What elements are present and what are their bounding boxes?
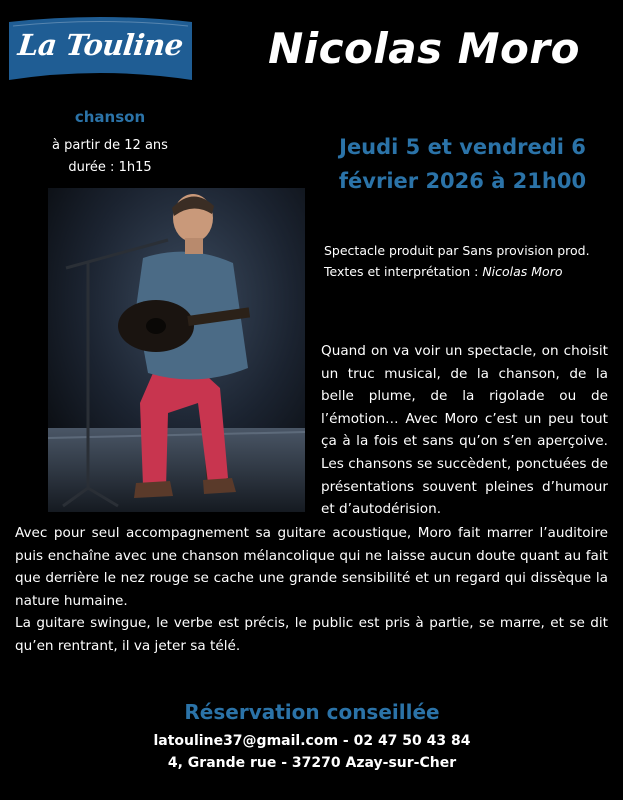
- reservation-heading: Réservation conseillée: [184, 700, 440, 724]
- duration-label: durée : 1h15: [68, 160, 152, 175]
- description-paragraph-2: Avec pour seul accompagnement sa guitare acoustique, Moro fait marrer l’auditoire puis enchaîne avec une chanson mélancolique qui ne laisse aucun doute quant au fait que derrière le nez rouge se cache une grande sensibilité et un regard qui dissèque la nature humaine.: [15, 525, 608, 609]
- description-block: [15, 522, 608, 658]
- texts-label: Textes et interprétation :: [324, 264, 483, 279]
- contact-info: latouline37@gmail.com - 02 47 50 43 84: [153, 733, 471, 749]
- description-paragraph-1: Quand on va voir un spectacle, on choisit un truc musical, de la chanson, de la belle plume, de la rigolade ou de l’émotion… Avec Moro c’est un peu tout ça à la fois et sans qu’on s’en aperçoive. Les chansons se succèdent, ponctuées de présentations souvent pleines d’humour et d’autodérision.: [321, 343, 608, 518]
- texts-credit: [324, 261, 590, 282]
- address: 4, Grande rue - 37270 Azay-sur-Cher: [167, 755, 457, 771]
- page-title: Nicolas Moro: [268, 24, 580, 73]
- date-line-2: février 2026 à 21h00: [338, 169, 587, 193]
- description-paragraph-3: La guitare swingue, le verbe est précis, le public est pris à partie, se marre, et se dit qu’en rentrant, il va jeter sa télé.: [15, 615, 608, 654]
- logo: [9, 16, 192, 80]
- logo-text: La Touline: [16, 28, 185, 62]
- show-date: [320, 130, 605, 198]
- date-line-1: Jeudi 5 et vendredi 6: [339, 135, 586, 159]
- production-credit: Spectacle produit par Sans provision prod.: [324, 243, 590, 258]
- artist-photo: [48, 188, 305, 512]
- texts-name: Nicolas Moro: [482, 264, 563, 279]
- age-label: à partir de 12 ans: [52, 138, 168, 153]
- credits: [324, 240, 590, 282]
- genre-label: chanson: [74, 108, 146, 126]
